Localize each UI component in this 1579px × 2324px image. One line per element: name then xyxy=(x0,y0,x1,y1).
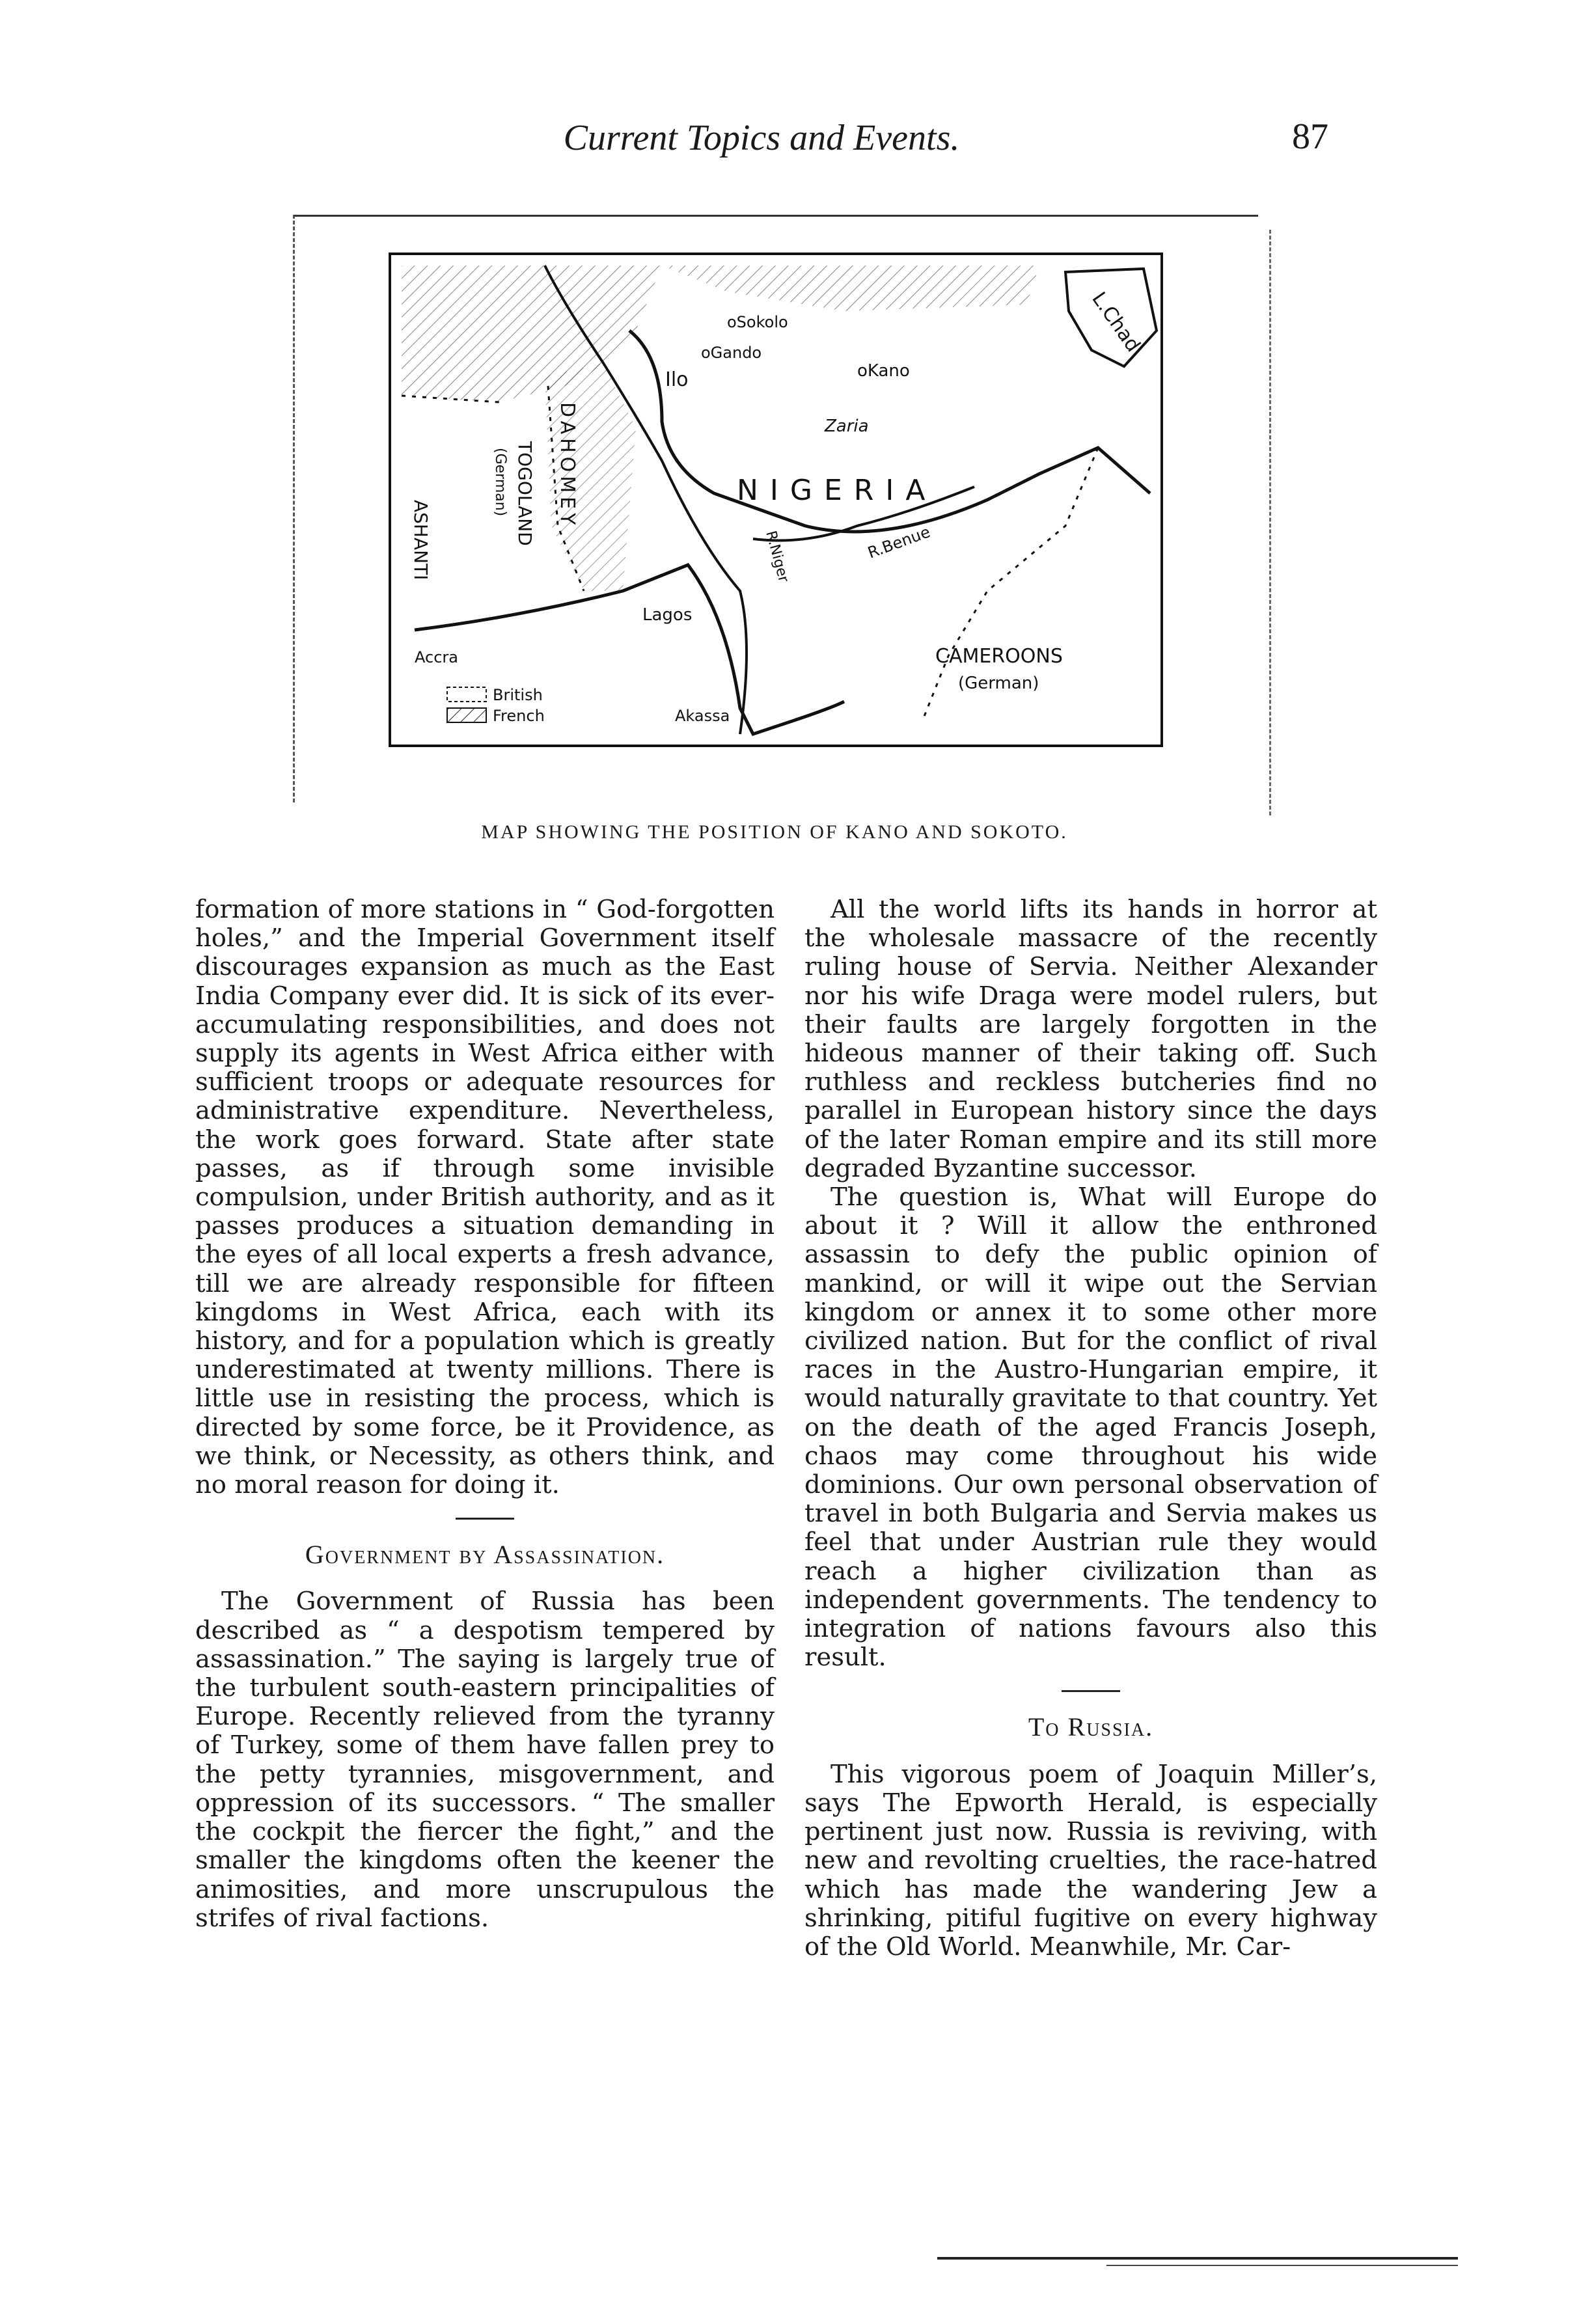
right-column xyxy=(804,895,1377,1962)
map-label-gando: oGando xyxy=(701,344,762,362)
legend-british-label: British xyxy=(493,686,543,704)
map-figure xyxy=(389,253,1163,747)
page-number: 87 xyxy=(1292,116,1328,157)
legend-french-swatch xyxy=(447,708,486,722)
map-label-lagos: Lagos xyxy=(642,605,693,625)
map-caption: MAP SHOWING THE POSITION OF KANO AND SOKOTO. xyxy=(481,821,1068,843)
running-title: Current Topics and Events. xyxy=(563,118,960,158)
map-label-ilo: Ilo xyxy=(665,368,689,391)
divider xyxy=(1062,1690,1120,1692)
map-label-togoland: TOGOLAND xyxy=(514,441,536,546)
map-label-akassa: Akassa xyxy=(675,707,730,725)
map-label-cameroons-german: (German) xyxy=(958,674,1039,693)
map-label-ashanti: ASHANTI xyxy=(410,500,432,581)
section-heading: Government by Assassination. xyxy=(305,1540,665,1570)
french-territory-north xyxy=(402,266,662,402)
map-label-dahomey: DAHOMEY xyxy=(556,402,579,529)
divider xyxy=(456,1518,514,1520)
left-column xyxy=(195,895,775,1933)
bottom-rule xyxy=(937,2257,1458,2260)
map-label-accra: Accra xyxy=(415,648,458,666)
map-label-kano: oKano xyxy=(857,361,910,381)
legend-french-label: French xyxy=(493,707,545,725)
map-label-chad: L.Chad xyxy=(1087,288,1145,357)
map-label-zaria: Zaria xyxy=(825,417,869,436)
map-label-nigeria: NIGERIA xyxy=(737,474,937,507)
paragraph: formation of more stations in “ God-forgotten holes,” and the Imperial Government itself discourages expansion as much as the East India Company ever did. It is sick of its ever-accumulating responsibilities, and does not supply its agents in West Africa either with sufficient troops or adequate resources for administrative expenditure. Nevertheless, the work goes forward. State after state passes, as if through some invisible compulsion, under British authority, and as it passes produces a situation demanding in the eyes of all local experts a fresh advance, till we are already responsible for fifteen kingdoms in West Africa, each with its history, and for a population which is greatly underestimated at twenty millions. There is little use in resisting the process, which is directed by some force, be it Providence, as we think, or Necessity, as others think, and no moral reason for doing it. xyxy=(195,895,775,1500)
section-heading: To Russia. xyxy=(1028,1712,1154,1742)
legend-british-swatch xyxy=(447,687,486,702)
map-label-niger: R.Niger xyxy=(762,529,792,584)
map-label-benue: R.Benue xyxy=(865,523,933,562)
paragraph: The Government of Russia has been described as “ a despotism tempered by assassination.” The saying is largely true of the turbulent south-eastern principalities of Europe. Recently relieved from the tyranny of Turkey, some of them have fallen prey to the petty tyrannies, misgovernment, and oppression of its successors. “ The smaller the cockpit the fiercer the fight,” and the smaller the kingdoms often the keener the animosities, and more unscrupulous the strifes of rival factions. xyxy=(195,1587,775,1933)
map-label-sokoto: oSokolo xyxy=(727,313,788,331)
map-label-togoland-german: (German) xyxy=(492,448,508,517)
paragraph: The question is, What will Europe do about it ? Will it allow the enthroned assassin to defy the public opinion of mankind, or will it wipe out the Servian kingdom or annex it to some other more civilized nation. But for the conflict of rival races in the Austro-Hungarian empire, it would naturally gravitate to that country. Yet on the death of the aged Francis Joseph, chaos may come throughout his wide dominions. Our own personal observation of travel in both Bulgaria and Servia makes us feel that under Austrian rule they would reach a higher civilization than as independent governments. The tendency to integration of nations favours also this result. xyxy=(804,1183,1377,1673)
bottom-rule-secondary xyxy=(1106,2265,1458,2266)
map-label-cameroons: CAMEROONS xyxy=(935,645,1063,668)
paragraph: All the world lifts its hands in horror at the wholesale massacre of the recently ruling house of Servia. Neither Alexander nor his wife Draga were model rulers, but their faults are largely forgotten in the hideous manner of their taking off. Such ruthless and reckless butcheries find no parallel in European history since the days of the later Roman empire and its still more degraded Byzantine successor. xyxy=(804,895,1377,1183)
french-territory-top xyxy=(662,266,1039,311)
paragraph: This vigorous poem of Joaquin Miller’s, says The Epworth Herald, is especially pertinent just now. Russia is reviving, with new and revolting cruelties, the race-hatred which has made the wandering Jew a shrinking, pitiful fugitive on every highway of the Old World. Meanwhile, Mr. Car- xyxy=(804,1759,1377,1962)
